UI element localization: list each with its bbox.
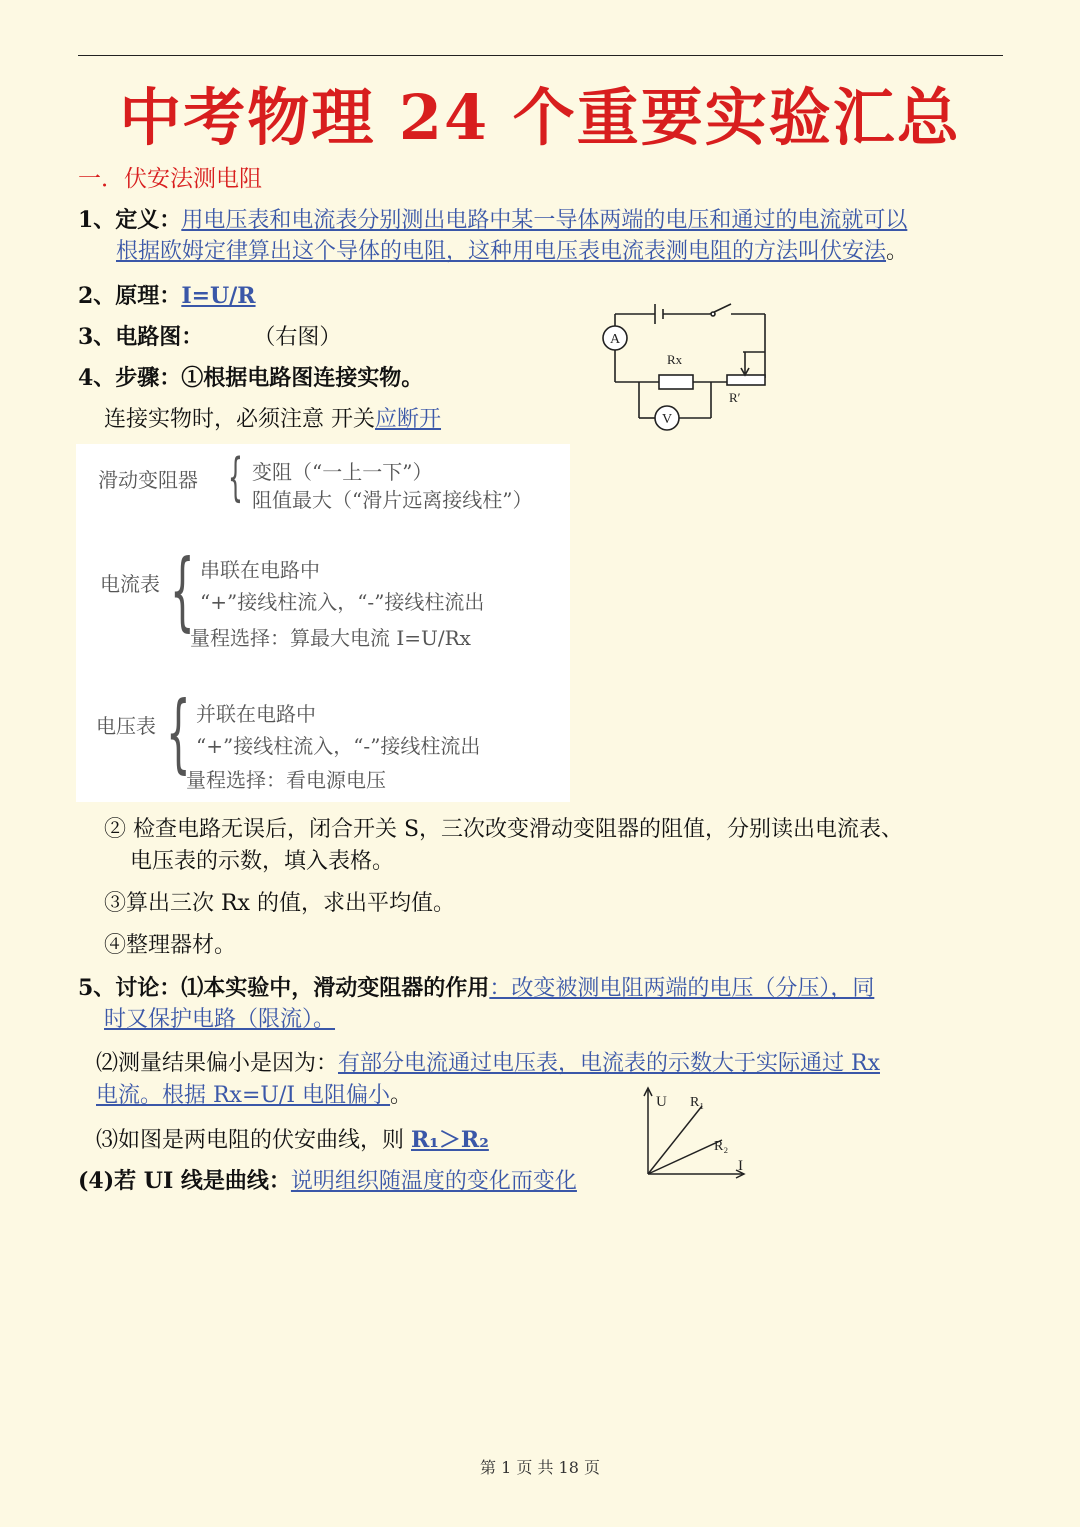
q3-label: ⑶如图是两电阻的伏安曲线，则 bbox=[96, 1128, 405, 1153]
definition-answer-b: 根据欧姆定律算出这个导体的电阻，这种用电压表电流表测电阻的方法叫伏安法 bbox=[116, 239, 887, 264]
step3-line: ③算出三次 Rx 的值，求出平均值。 bbox=[104, 891, 455, 916]
q3-line bbox=[96, 1124, 489, 1157]
voltmeter-line1: 并联在电路中 bbox=[196, 702, 316, 726]
voltmeter-letter: V bbox=[661, 412, 673, 427]
r2-line bbox=[648, 1140, 722, 1174]
definition-line-2 bbox=[116, 236, 908, 268]
ammeter-line2: “+”接线柱流入，“-”接线柱流出 bbox=[200, 590, 485, 614]
rheostat-name: 滑动变阻器 bbox=[98, 468, 198, 492]
voltmeter-name: 电压表 bbox=[96, 714, 156, 738]
steps-label: 4、步骤：①根据电路图连接实物。 bbox=[78, 365, 424, 391]
rheostat-brace: { bbox=[228, 448, 243, 508]
page-footer: 第 1 页 共 18 页 bbox=[480, 1458, 600, 1477]
q2-answer-a: 有部分电流通过电压表，电流表的示数大于实际通过 Rx bbox=[338, 1051, 880, 1076]
graph-i-label: I bbox=[738, 1158, 743, 1174]
circuit-line bbox=[78, 321, 341, 354]
q4-line bbox=[78, 1165, 577, 1198]
rx-label: Rx bbox=[667, 352, 683, 367]
discussion-line-2 bbox=[104, 1004, 335, 1036]
q2-line-2 bbox=[96, 1080, 412, 1112]
q2-answer-b: 电流。根据 Rx=U/I 电阻偏小 bbox=[96, 1083, 391, 1108]
graph-r1-label: R₁ bbox=[690, 1095, 705, 1110]
connect-text: 连接实物时，必须注意 开关 bbox=[104, 407, 375, 432]
ammeter-line3: 量程选择：算最大电流 I=U/Rx bbox=[190, 626, 471, 650]
top-rule bbox=[78, 55, 1003, 56]
q3-answer: R₁＞R₂ bbox=[411, 1127, 489, 1153]
q4-answer: 说明组织随温度的变化而变化 bbox=[290, 1169, 577, 1194]
discussion-label: 5、讨论：⑴本实验中，滑动变阻器的作用 bbox=[78, 975, 490, 1001]
page-title: 中考物理 24 个重要实验汇总 bbox=[119, 81, 961, 154]
discussion-line-1 bbox=[78, 972, 874, 1005]
graph-u-label: U bbox=[656, 1094, 667, 1110]
principle-line bbox=[78, 280, 256, 313]
q4-label: (4)若 UI 线是曲线： bbox=[78, 1168, 291, 1194]
section-heading: 一．伏安法测电阻 bbox=[78, 166, 262, 192]
graph-r2-label: R₂ bbox=[714, 1139, 729, 1154]
rheostat-line2: 阻值最大（“滑片远离接线柱”） bbox=[252, 488, 533, 512]
ammeter-brace: { bbox=[170, 541, 195, 641]
rheostat-symbol bbox=[727, 375, 765, 385]
q2-label: ⑵测量结果偏小是因为： bbox=[96, 1051, 339, 1076]
ui-graph bbox=[636, 1084, 756, 1184]
connect-line bbox=[104, 404, 441, 436]
step4-line: ④整理器材。 bbox=[104, 933, 237, 958]
rx-resistor bbox=[659, 375, 693, 389]
rheostat-label: R′ bbox=[729, 390, 741, 405]
notes-box bbox=[76, 444, 570, 802]
discussion-answer-a: ：改变被测电阻两端的电压（分压），同 bbox=[489, 976, 875, 1001]
definition-answer-a: 用电压表和电流表分别测出电路中某一导体两端的电压和通过的电流就可以 bbox=[181, 208, 908, 233]
ammeter-name: 电流表 bbox=[100, 572, 160, 596]
voltmeter-line2: “+”接线柱流入，“-”接线柱流出 bbox=[196, 734, 481, 758]
q2-line-1 bbox=[96, 1048, 880, 1080]
circuit-label: 3、电路图： bbox=[78, 324, 204, 350]
principle-answer: I=U/R bbox=[181, 283, 256, 309]
circuit-diagram bbox=[595, 300, 785, 440]
definition-line-1 bbox=[78, 204, 907, 237]
connect-answer: 应断开 bbox=[375, 407, 442, 432]
voltmeter-brace: { bbox=[166, 683, 191, 783]
definition-end: 。 bbox=[886, 239, 909, 264]
voltmeter-line3: 量程选择：看电源电压 bbox=[186, 768, 386, 792]
step2-line-b: 电压表的示数，填入表格。 bbox=[130, 849, 395, 874]
rheostat-line1: 变阻（“一上一下”） bbox=[252, 460, 433, 484]
ammeter-letter: A bbox=[609, 332, 621, 347]
principle-label: 2、原理： bbox=[78, 283, 182, 309]
discussion-answer-b: 时又保护电路（限流）。 bbox=[104, 1007, 336, 1032]
r1-line bbox=[648, 1106, 702, 1174]
step2-line-a: ② 检查电路无误后，闭合开关 S，三次改变滑动变阻器的阻值，分别读出电流表、 bbox=[104, 817, 904, 842]
circuit-note: （右图） bbox=[253, 325, 342, 350]
ammeter-line1: 串联在电路中 bbox=[200, 558, 320, 582]
definition-label: 1、定义： bbox=[78, 207, 182, 233]
q2-end: 。 bbox=[390, 1083, 413, 1108]
